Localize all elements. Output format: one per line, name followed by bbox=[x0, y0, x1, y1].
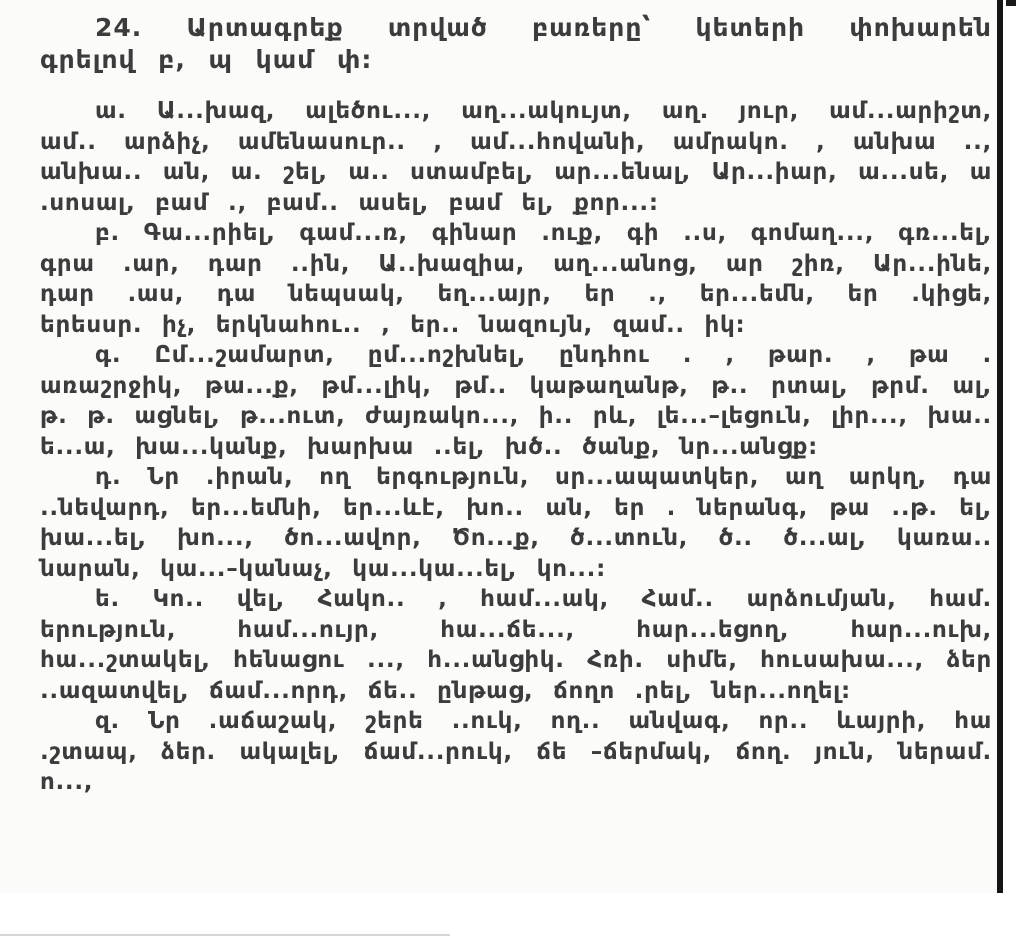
paragraph-z: զ. Նր .աճաշակ, շերե ..ուկ, ող.. անվագ, որ.. ևայրի, հա .շտապ, ձեր. ակալել, ճամ...րուկ, ճե –ճերմակ, ճող. յուն, ներամ. ո..., bbox=[40, 708, 992, 795]
paragraph-b: բ. Գա...րիել, գամ...ռ, գինար .ուք, գի ..ս, գոմաղ..., գռ...ել, գրա .ար, դար ..ին, Ա..խազիա, աղ...անոց, ար շիռ, Ար...ինե, դար .աս, դա նեպսակ, եղ...այր, եր ., եր...եմն, եր .կիցե, երեսսր. իչ, երկնահու.. , եր.. նազույն, զամ.. իկ: bbox=[40, 220, 992, 338]
text-block bbox=[40, 12, 992, 798]
paragraph-e: ե. Կո.. վել, Հակո.. , համ...ակ, Համ.. արձումյան, համ. երություն, համ...ույր, հա...ճե..., հար...եցող, հար...ուխ, հա...շտակել, հենացու ..., հ...անցիկ. Հռի. սիմե, հուսախա..., ձեր ..ազատվել, ճամ...որդ, ճե.. ընթաց, ճողո .րել, ներ...ողել: bbox=[40, 586, 992, 704]
paragraph-a: ա. Ա...խազ, ալեծու..., աղ...ակույտ, աղ. յուր, ամ...արիշտ, ամ.. արձիչ, ամենասուր.. , ամ...հովանի, ամրակո. , անխա .., անխա.. ան, ա. շել, ա.. ստամբել, ար...ենալ, Ար...իար, ա...սե, ա .սոսալ, բամ ., բամ.. ասել, բամ ել, քոր...: bbox=[40, 98, 992, 216]
scan-right-edge-strip bbox=[997, 0, 1003, 893]
paragraph-d: դ. Նր .իրան, ող երգություն, սր...ապատկեր, աղ արկղ, դա ..նեվարդ, եր...եմնի, եր...ևէ, խո.. ան, եր . ներանգ, թա ..թ. ել, խա...ել, խո..., ծո...ավոր, Ծո...ք, ծ...տուն, ծ.. ծ...ալ, կառա.. նարան, կա...–կանաչ, կա...կա...ել, կո...: bbox=[40, 464, 992, 582]
scan-bottom-edge-line bbox=[0, 934, 450, 936]
exercise-title: 24. Արտագրեք տրված բառերը՝ կետերի փոխարեն գրելով բ, պ կամ փ: bbox=[40, 13, 992, 74]
paragraph-g: գ. Ըմ...շամարտ, ըմ...ոշխնել, ընդհու . , թար. , թա . առաշրջիկ, թա...ք, թմ...լիկ, թմ.. կաթաղանթ, թ.. րտալ, թրմ. ալ, թ. թ. ացնել, թ...ուտ, ժայռակո..., ի.. րև, լե...–լեցուն, լիր..., խա.. ե...ա, խա...կանք, խարխա ..ել, խծ.. ծանք, նր...անցք: bbox=[40, 342, 992, 460]
scan-corner-artifact bbox=[1006, 0, 1016, 6]
scan-right-margin bbox=[1003, 0, 1023, 939]
scan-bottom-margin bbox=[0, 893, 1023, 939]
